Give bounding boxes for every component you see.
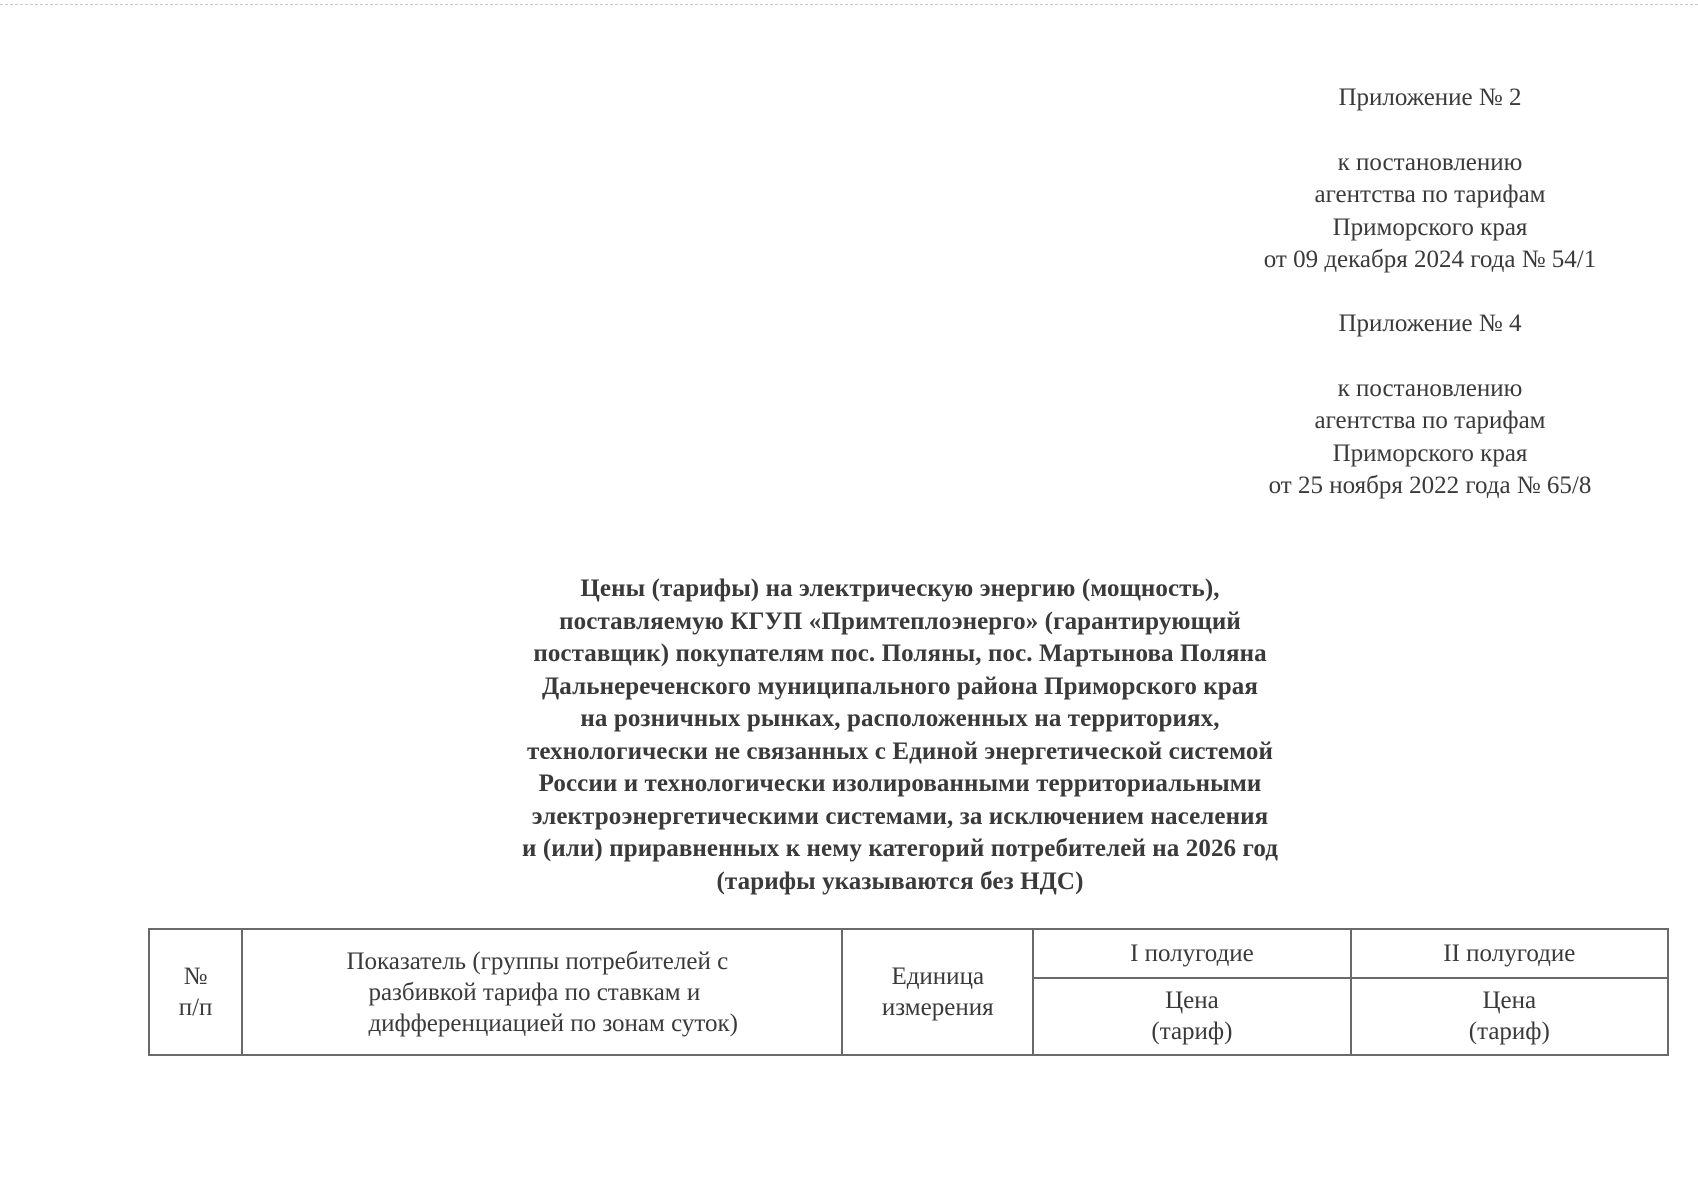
header-unit: Единица измерения: [842, 929, 1033, 1055]
document-title: [430, 573, 1370, 898]
document-title-line: Дальнереченского муниципального района Приморского края: [542, 672, 1258, 700]
appendix-current-line1: к постановлению: [1337, 148, 1523, 176]
header-number: № п/п: [149, 929, 242, 1055]
header-indicator: Показатель (группы потребителей с разбивкой тарифа по ставкам и дифференциацией по зонам суток): [242, 929, 842, 1055]
document-title-line: поставляемую КГУП «Примтеплоэнерго» (гарантирующий: [559, 607, 1241, 635]
document-title-line: (тарифы указываются без НДС): [716, 867, 1084, 895]
document-title-line: электроэнергетическими системами, за исключением населения: [531, 802, 1269, 830]
table-header-row: [149, 929, 1668, 978]
scan-edge-line: [0, 4, 1698, 5]
document-title-line: и (или) приравненных к нему категорий потребителей на 2026 год: [522, 835, 1278, 862]
appendix-original-block: [1150, 308, 1698, 503]
appendix-original-line1: к постановлению: [1337, 374, 1523, 402]
appendix-current-line2: агентства по тарифам: [1314, 181, 1546, 208]
document-title-line: технологически не связанных с Единой энергетической системой: [526, 737, 1274, 765]
document-title-line: России и технологически изолированными территориальными: [538, 770, 1262, 797]
appendix-original-title: Приложение № 4: [1338, 310, 1522, 337]
appendix-original-line4: от 25 ноября 2022 года № 65/8: [1268, 472, 1592, 499]
appendix-current-title: Приложение № 2: [1338, 84, 1522, 111]
document-title-line: Цены (тарифы) на электрическую энергию (мощность),: [580, 575, 1220, 602]
appendix-original-line2: агентства по тарифам: [1314, 407, 1546, 434]
header-half2-price: Цена (тариф): [1351, 978, 1668, 1055]
header-half1: I полугодие: [1033, 929, 1350, 978]
appendix-original-line3: Приморского края: [1332, 439, 1528, 467]
appendix-current-line3: Приморского края: [1332, 213, 1528, 241]
appendix-current-line4: от 09 декабря 2024 года № 54/1: [1263, 246, 1597, 273]
appendix-current-block: [1150, 82, 1698, 277]
tariff-table: [148, 928, 1669, 1056]
document-title-line: на розничных рынках, расположенных на территориях,: [580, 705, 1220, 732]
header-half1-price: Цена (тариф): [1033, 978, 1350, 1055]
header-half2: II полугодие: [1351, 929, 1668, 978]
document-title-line: поставщик) покупателям пос. Поляны, пос. Мартынова Поляна: [533, 640, 1267, 667]
